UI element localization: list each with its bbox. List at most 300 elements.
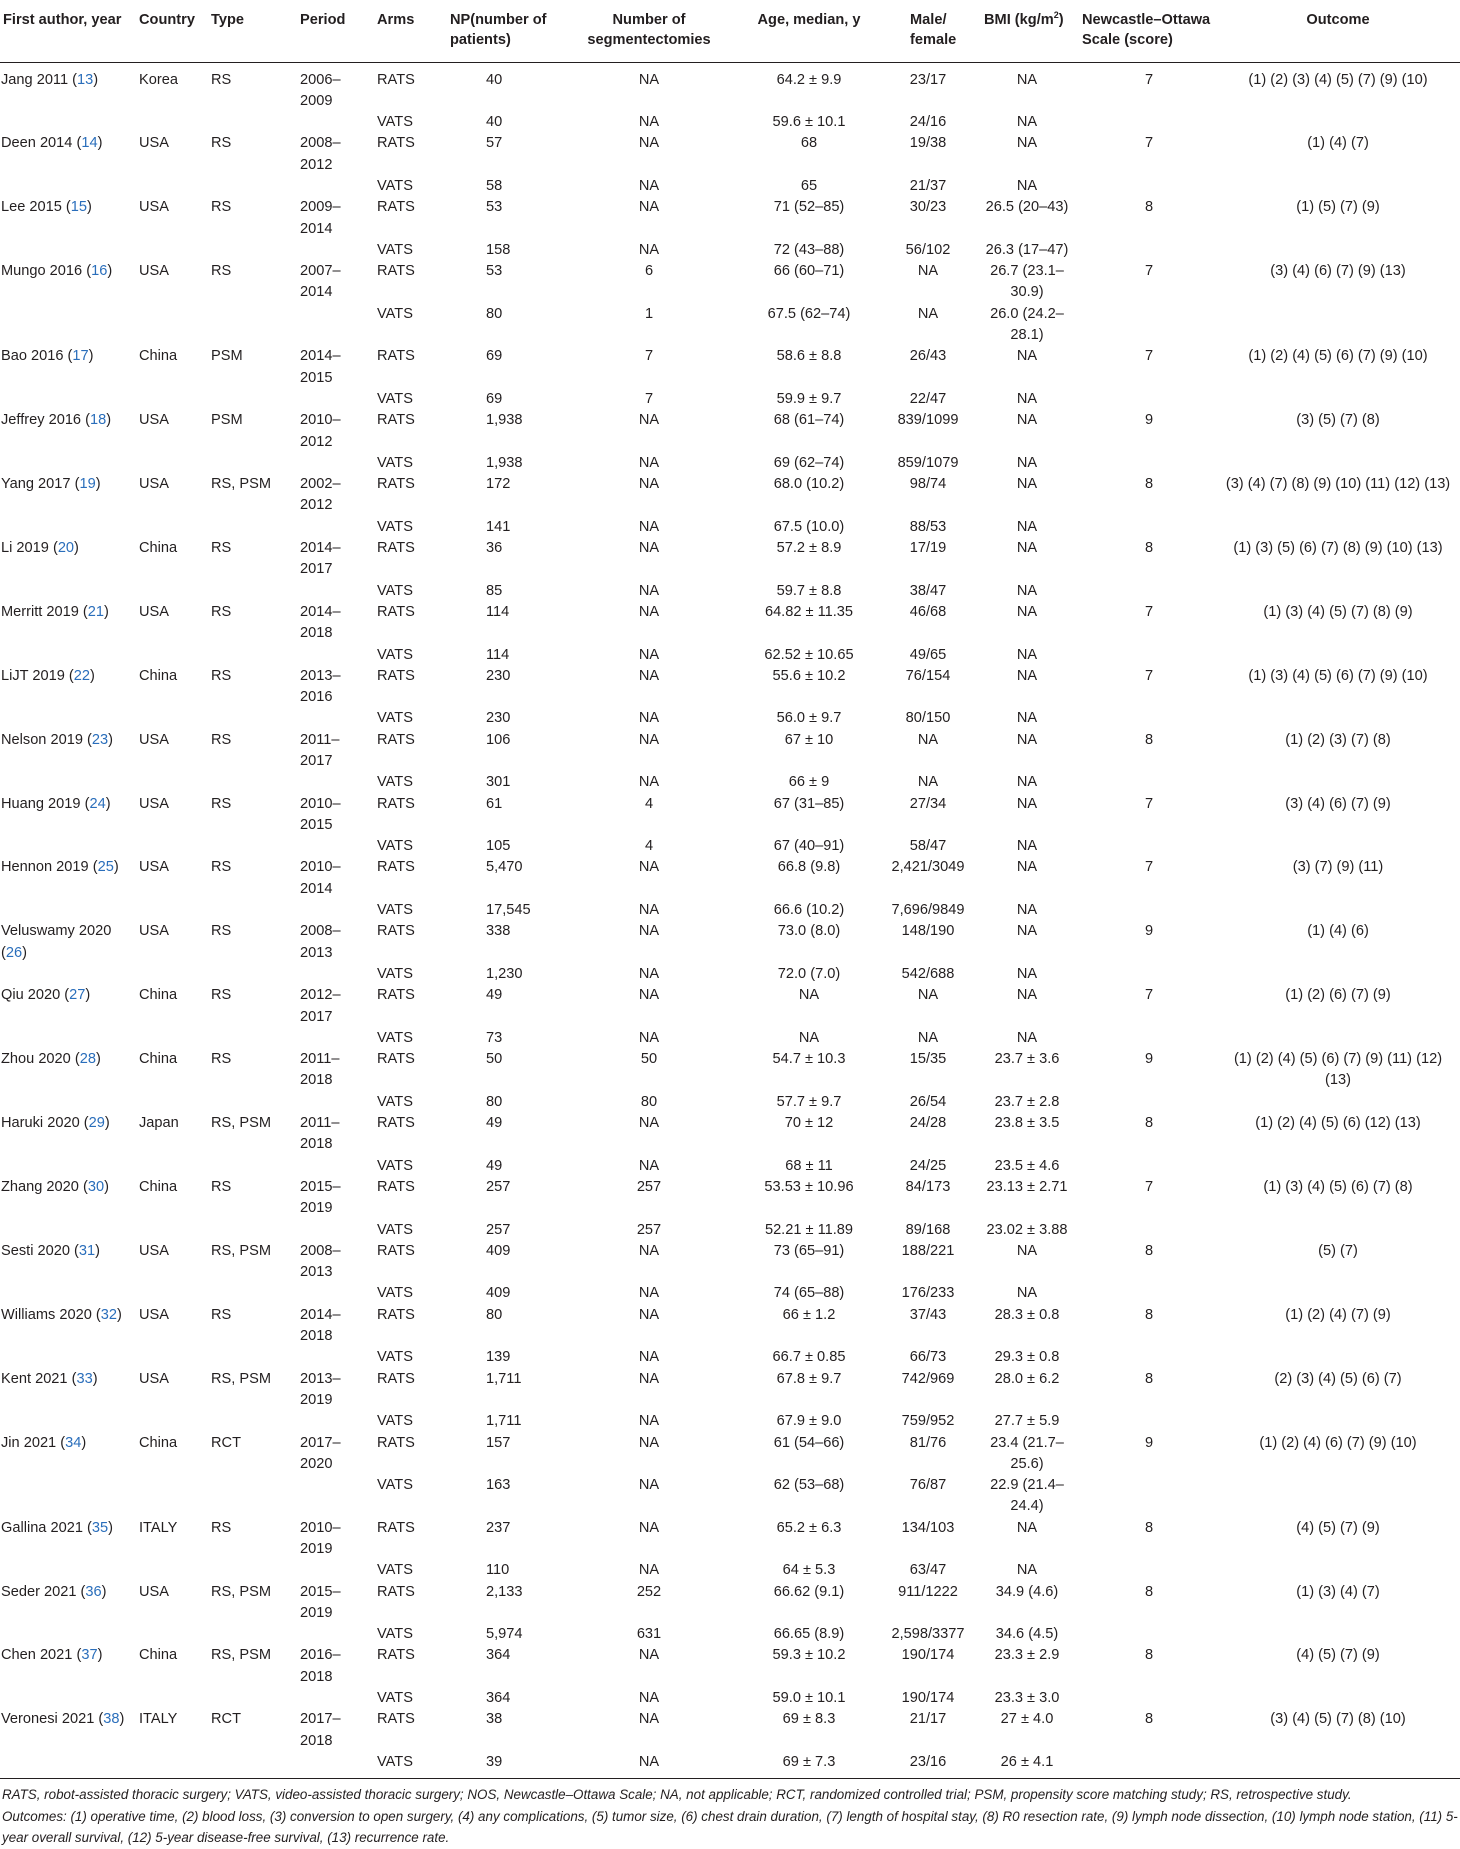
cell-segmentectomies: NA	[638, 1285, 660, 1302]
table-row	[0, 538, 1460, 581]
author-name: Bao 2016	[1, 348, 64, 365]
cell-age: 62 (53–68)	[773, 1477, 845, 1494]
cell-arm: RATS	[377, 71, 415, 88]
cell-type: RS, PSM	[211, 1370, 272, 1387]
cell-empty	[136, 836, 208, 857]
cell-bmi: NA	[1016, 987, 1038, 1004]
cell-empty	[1082, 645, 1216, 666]
cell-country: USA	[139, 603, 170, 620]
cell-nos: 7	[1144, 71, 1154, 88]
cell-np: 85	[486, 582, 503, 599]
cell-age: 66.7 ± 0.85	[772, 1349, 846, 1366]
cell-np: 409	[486, 1285, 511, 1302]
table-row	[0, 389, 1460, 410]
cell-nos: 8	[1144, 731, 1154, 748]
cell-author: Merritt 2019 (21)	[1, 603, 109, 620]
cell-type: RS, PSM	[211, 1583, 272, 1600]
cell-age: 59.9 ± 9.7	[776, 390, 842, 407]
author-name: Merritt 2019	[1, 603, 79, 620]
reference-link[interactable]: 24	[89, 795, 106, 812]
reference-link[interactable]: 16	[91, 263, 108, 280]
cell-empty	[1082, 1028, 1216, 1049]
cell-empty	[0, 1752, 136, 1779]
cell-type: RS	[211, 667, 232, 684]
table-row	[0, 1752, 1460, 1779]
cell-empty	[1216, 900, 1460, 921]
cell-empty	[0, 581, 136, 602]
cell-arm: VATS	[377, 1029, 413, 1046]
cell-author: Hennon 2019 (25)	[1, 859, 119, 876]
cell-np: 301	[486, 774, 511, 791]
cell-empty	[284, 1092, 374, 1113]
cell-arm: RATS	[377, 1647, 415, 1664]
table-row	[0, 346, 1460, 389]
reference-link[interactable]: 15	[70, 199, 88, 216]
cell-arm: VATS	[377, 454, 413, 471]
cell-bmi: 26.0 (24.2–28.1)	[990, 305, 1064, 344]
header-bmi	[972, 0, 1082, 62]
cell-male-female: 542/688	[901, 965, 955, 982]
cell-empty	[208, 1411, 284, 1432]
cell-empty	[208, 1624, 284, 1645]
cell-empty	[208, 645, 284, 666]
reference-link[interactable]: 29	[88, 1115, 105, 1132]
cell-segmentectomies: 257	[636, 1178, 662, 1195]
cell-np: 5,974	[486, 1626, 523, 1643]
author-name: Li 2019	[1, 540, 49, 557]
cell-empty	[208, 900, 284, 921]
cell-nos: 7	[1144, 859, 1154, 876]
cell-empty	[208, 112, 284, 133]
cell-bmi: NA	[1016, 774, 1038, 791]
cell-nos: 9	[1144, 1051, 1154, 1068]
cell-bmi: NA	[1016, 71, 1038, 88]
cell-outcome: (3) (5) (7) (8)	[1296, 412, 1380, 429]
cell-country: USA	[139, 135, 170, 152]
cell-arm: VATS	[377, 305, 413, 322]
cell-empty	[1082, 1688, 1216, 1709]
cell-segmentectomies: NA	[638, 518, 660, 535]
cell-author: Sesti 2020 (31)	[1, 1242, 100, 1259]
cell-outcome: (5) (7)	[1318, 1242, 1358, 1259]
cell-np: 53	[486, 199, 503, 216]
cell-empty	[284, 517, 374, 538]
author-name: Haruki 2020	[1, 1115, 80, 1132]
cell-author: Yang 2017 (19)	[1, 476, 101, 493]
cell-arm: VATS	[377, 646, 413, 663]
cell-type: RS	[211, 1519, 232, 1536]
cell-age: 62.52 ± 10.65	[764, 646, 854, 663]
cell-arm: RATS	[377, 731, 415, 748]
cell-empty	[1216, 1688, 1460, 1709]
reference-link[interactable]: 36	[85, 1583, 102, 1600]
cell-bmi: NA	[1016, 965, 1038, 982]
reference-link[interactable]: 33	[76, 1370, 93, 1387]
cell-np: 237	[486, 1519, 511, 1536]
reference-link[interactable]: 37	[81, 1647, 98, 1664]
cell-period: 2014–2018	[300, 1306, 341, 1345]
cell-empty	[208, 389, 284, 410]
table-row	[0, 1433, 1460, 1476]
cell-author: Seder 2021 (36)	[1, 1583, 107, 1600]
cell-empty	[136, 964, 208, 985]
cell-empty	[1082, 453, 1216, 474]
cell-age: 73.0 (8.0)	[777, 923, 841, 940]
reference-link[interactable]: 35	[91, 1519, 109, 1536]
cell-arm: VATS	[377, 902, 413, 919]
footnote-outcomes: Outcomes: (1) operative time, (2) blood loss, (3) conversion to open surgery, (4) any complications, (5) tumor size, (6) chest drain duration, (7) length of hospital stay, (8) R0 resection rate, (9) lymph node dissection, (10) lymph node station, (11) 5-year overall survival, (12) 5-year disease-free survival, (13) recurrence rate.	[2, 1808, 1458, 1846]
author-name: Kent 2021	[1, 1370, 68, 1387]
cell-empty	[1082, 1752, 1216, 1779]
reference-link[interactable]: 17	[72, 348, 89, 365]
cell-age: 59.6 ± 10.1	[772, 114, 846, 131]
cell-bmi: 26 ± 4.1	[1000, 1753, 1054, 1770]
cell-empty	[284, 304, 374, 347]
header-bmi-label: BMI (kg/m	[984, 12, 1054, 28]
table-row	[0, 240, 1460, 261]
cell-age: 68 (61–74)	[773, 412, 845, 429]
cell-period: 2017–2020	[300, 1434, 341, 1472]
cell-age: 55.6 ± 10.2	[772, 667, 846, 684]
cell-arm: VATS	[377, 1157, 413, 1174]
cell-segmentectomies: 1	[644, 305, 654, 322]
table-row	[0, 964, 1460, 985]
reference-link[interactable]: 20	[57, 540, 75, 557]
cell-empty	[284, 1220, 374, 1241]
cell-empty	[0, 1283, 136, 1304]
cell-segmentectomies: NA	[638, 1349, 660, 1366]
cell-age: 52.21 ± 11.89	[764, 1221, 854, 1238]
cell-empty	[1082, 240, 1216, 261]
cell-arm: RATS	[377, 1306, 415, 1323]
cell-empty	[1216, 304, 1460, 347]
cell-empty	[284, 645, 374, 666]
cell-empty	[284, 708, 374, 729]
table-row	[0, 1028, 1460, 1049]
cell-age: 66.65 (8.9)	[773, 1626, 845, 1643]
cell-arm: RATS	[377, 1583, 415, 1600]
cell-empty	[284, 1624, 374, 1645]
cell-np: 257	[486, 1178, 511, 1195]
header-nos: Newcastle–Ottawa Scale (score)	[1082, 0, 1216, 62]
cell-male-female: 911/1222	[898, 1583, 958, 1600]
cell-country: China	[139, 1178, 178, 1195]
reference-link[interactable]: 14	[81, 135, 98, 152]
cell-period: 2008–2012	[300, 135, 341, 173]
cell-country: USA	[139, 412, 170, 429]
cell-country: USA	[139, 1583, 170, 1600]
cell-arm: RATS	[377, 859, 415, 876]
cell-age: NA	[798, 1029, 820, 1046]
table-row	[0, 1645, 1460, 1688]
cell-outcome: (1) (4) (6)	[1307, 923, 1369, 940]
cell-segmentectomies: NA	[638, 1477, 660, 1494]
cell-np: 172	[486, 476, 511, 493]
cell-period: 2014–2017	[300, 540, 341, 578]
reference-link[interactable]: 25	[97, 859, 114, 876]
cell-male-female: 859/1079	[897, 454, 959, 471]
cell-segmentectomies: 6	[644, 263, 654, 280]
reference-link[interactable]: 30	[87, 1178, 105, 1195]
cell-np: 39	[486, 1753, 503, 1770]
reference-link[interactable]: 18	[89, 412, 107, 429]
cell-empty	[0, 1624, 136, 1645]
cell-segmentectomies: NA	[638, 1753, 660, 1770]
cell-segmentectomies: NA	[638, 859, 660, 876]
cell-empty	[284, 1283, 374, 1304]
cell-empty	[284, 772, 374, 793]
cell-male-female: NA	[917, 1029, 939, 1046]
cell-segmentectomies: NA	[638, 454, 660, 471]
cell-np: 230	[486, 710, 511, 727]
cell-bmi: 22.9 (21.4–24.4)	[990, 1477, 1064, 1515]
reference-link[interactable]: 19	[79, 476, 96, 493]
cell-arm: VATS	[377, 582, 413, 599]
cell-type: RS	[211, 923, 232, 940]
table-row	[0, 176, 1460, 197]
cell-arm: RATS	[377, 1519, 415, 1536]
cell-period: 2013–2019	[300, 1370, 341, 1408]
cell-segmentectomies: NA	[638, 774, 660, 791]
cell-period: 2008–2013	[300, 923, 341, 961]
cell-segmentectomies: NA	[638, 731, 660, 748]
cell-type: RCT	[211, 1711, 241, 1728]
cell-empty	[208, 240, 284, 261]
cell-empty	[208, 964, 284, 985]
cell-arm: RATS	[377, 1434, 415, 1451]
cell-segmentectomies: 4	[644, 838, 654, 855]
cell-bmi: 23.7 ± 2.8	[994, 1093, 1060, 1110]
cell-male-female: 15/35	[909, 1051, 947, 1068]
cell-country: USA	[139, 795, 170, 812]
cell-outcome: (1) (3) (4) (5) (6) (7) (8)	[1263, 1178, 1413, 1195]
reference-link[interactable]: 23	[91, 731, 109, 748]
cell-empty	[0, 389, 136, 410]
cell-male-female: 742/969	[901, 1370, 955, 1387]
cell-bmi: 23.13 ± 2.71	[986, 1178, 1068, 1195]
table-row	[0, 1475, 1460, 1518]
reference-link[interactable]: 26	[5, 944, 23, 961]
cell-empty	[1082, 772, 1216, 793]
cell-empty	[1082, 900, 1216, 921]
cell-nos: 7	[1144, 987, 1154, 1004]
cell-arm: RATS	[377, 263, 415, 280]
cell-empty	[0, 176, 136, 197]
table-row	[0, 1241, 1460, 1284]
cell-nos: 8	[1144, 1242, 1154, 1259]
cell-arm: VATS	[377, 965, 413, 982]
author-name: Zhou 2020	[1, 1051, 71, 1068]
cell-empty	[208, 517, 284, 538]
reference-link[interactable]: 28	[79, 1051, 96, 1068]
cell-bmi: 26.7 (23.1–30.9)	[990, 263, 1064, 301]
cell-male-female: 63/47	[909, 1562, 947, 1579]
cell-arm: RATS	[377, 603, 415, 620]
cell-empty	[136, 708, 208, 729]
cell-empty	[284, 1028, 374, 1049]
cell-empty	[1082, 1092, 1216, 1113]
author-name: Sesti 2020	[1, 1242, 70, 1259]
cell-segmentectomies: NA	[638, 1157, 660, 1174]
cell-author: Li 2019 (20)	[1, 540, 79, 557]
cell-empty	[1216, 1092, 1460, 1113]
cell-bmi: NA	[1016, 1519, 1038, 1536]
cell-segmentectomies: NA	[638, 987, 660, 1004]
cell-author: Nelson 2019 (23)	[1, 731, 113, 748]
table-row	[0, 708, 1460, 729]
cell-empty	[1216, 1156, 1460, 1177]
cell-arm: RATS	[377, 1711, 415, 1728]
cell-np: 49	[486, 1157, 503, 1174]
reference-link[interactable]: 38	[103, 1711, 120, 1728]
cell-age: 66.62 (9.1)	[773, 1583, 845, 1600]
cell-outcome: (1) (2) (4) (5) (6) (7) (9) (10)	[1248, 348, 1428, 365]
cell-author: Chen 2021 (37)	[1, 1647, 103, 1664]
cell-period: 2010–2014	[300, 859, 341, 897]
cell-male-female: 759/952	[901, 1413, 955, 1430]
reference-link[interactable]: 22	[73, 667, 90, 684]
cell-np: 364	[486, 1647, 511, 1664]
cell-empty	[208, 1475, 284, 1518]
cell-arm: VATS	[377, 390, 413, 407]
cell-empty	[0, 836, 136, 857]
cell-empty	[0, 900, 136, 921]
cell-male-female: 190/174	[901, 1647, 955, 1664]
cell-country: China	[139, 540, 178, 557]
reference-link[interactable]: 13	[77, 71, 94, 88]
cell-empty	[208, 1688, 284, 1709]
cell-segmentectomies: NA	[638, 965, 660, 982]
cell-arm: VATS	[377, 518, 413, 535]
cell-type: RS, PSM	[211, 1242, 272, 1259]
cell-arm: RATS	[377, 795, 415, 812]
cell-author: Huang 2019 (24)	[1, 795, 111, 812]
cell-arm: VATS	[377, 1690, 413, 1707]
cell-empty	[1216, 112, 1460, 133]
cell-empty	[284, 900, 374, 921]
cell-segmentectomies: 50	[640, 1051, 658, 1068]
cell-age: 68 ± 11	[785, 1157, 833, 1174]
cell-np: 106	[486, 731, 511, 748]
cell-np: 114	[486, 603, 510, 620]
cell-male-female: 22/47	[909, 390, 947, 407]
cell-empty	[284, 389, 374, 410]
cell-outcome: (4) (5) (7) (9)	[1296, 1519, 1380, 1536]
cell-empty	[0, 453, 136, 474]
cell-bmi: NA	[1016, 114, 1038, 131]
table-row	[0, 772, 1460, 793]
cell-bmi: NA	[1016, 923, 1038, 940]
cell-empty	[284, 453, 374, 474]
cell-empty	[208, 1347, 284, 1368]
cell-country: USA	[139, 199, 170, 216]
cell-nos: 8	[1144, 1115, 1154, 1132]
cell-segmentectomies: NA	[638, 71, 660, 88]
cell-segmentectomies: NA	[638, 1242, 660, 1259]
cell-empty	[136, 1752, 208, 1779]
reference-link[interactable]: 34	[65, 1434, 82, 1451]
cell-arm: RATS	[377, 199, 415, 216]
cell-male-female: 21/37	[909, 177, 947, 194]
table-row	[0, 921, 1460, 964]
cell-nos: 9	[1144, 412, 1154, 429]
cell-np: 36	[486, 540, 503, 557]
cell-outcome: (1) (3) (4) (7)	[1296, 1583, 1380, 1600]
cell-period: 2016–2018	[300, 1647, 341, 1685]
cell-empty	[1082, 581, 1216, 602]
cell-np: 69	[486, 390, 503, 407]
cell-age: 67.8 ± 9.7	[776, 1370, 842, 1387]
cell-author: Qiu 2020 (27)	[1, 987, 91, 1004]
cell-segmentectomies: 7	[644, 390, 654, 407]
cell-male-female: 27/34	[909, 795, 947, 812]
cell-age: 67.5 (62–74)	[767, 305, 851, 322]
cell-arm: VATS	[377, 1285, 413, 1302]
table-row	[0, 581, 1460, 602]
cell-empty	[1082, 1624, 1216, 1645]
cell-np: 1,230	[486, 965, 523, 982]
cell-bmi: 23.7 ± 3.6	[994, 1051, 1060, 1068]
cell-period: 2007–2014	[300, 263, 341, 301]
cell-empty	[208, 1560, 284, 1581]
cell-male-female: 7,696/9849	[891, 902, 965, 919]
cell-country: USA	[139, 923, 170, 940]
cell-empty	[1082, 1475, 1216, 1518]
cell-outcome: (1) (2) (4) (6) (7) (9) (10)	[1259, 1434, 1417, 1451]
reference-link[interactable]: 32	[100, 1306, 117, 1323]
cell-segmentectomies: NA	[638, 476, 660, 493]
cell-bmi: NA	[1016, 1242, 1038, 1259]
cell-empty	[208, 1156, 284, 1177]
table-row	[0, 1220, 1460, 1241]
cell-age: 70 ± 12	[784, 1115, 834, 1132]
author-name: Jeffrey 2016	[1, 412, 82, 429]
cell-age: 58.6 ± 8.8	[776, 348, 842, 365]
cell-empty	[136, 389, 208, 410]
cell-empty	[1216, 708, 1460, 729]
cell-nos: 7	[1144, 795, 1154, 812]
header-country: Country	[136, 0, 208, 62]
cell-male-female: 24/16	[909, 114, 947, 131]
reference-link[interactable]: 21	[87, 603, 105, 620]
header-age: Age, median, y	[734, 0, 884, 62]
cell-outcome: (1) (2) (3) (4) (5) (7) (9) (10)	[1248, 71, 1428, 88]
reference-link[interactable]: 31	[78, 1242, 96, 1259]
cell-age: 59.3 ± 10.2	[772, 1647, 846, 1664]
reference-link[interactable]: 27	[69, 987, 86, 1004]
cell-age: 67.9 ± 9.0	[776, 1413, 842, 1430]
author-name: Zhang 2020	[1, 1178, 79, 1195]
cell-outcome: (3) (4) (6) (7) (9) (13)	[1270, 263, 1406, 280]
table-row	[0, 1369, 1460, 1412]
table-footer	[0, 1779, 1460, 1849]
cell-arm: RATS	[377, 923, 415, 940]
cell-empty	[0, 1560, 136, 1581]
cell-male-female: NA	[917, 263, 939, 280]
cell-outcome: (3) (4) (5) (7) (8) (10)	[1270, 1711, 1406, 1728]
cell-author: Jeffrey 2016 (18)	[1, 412, 112, 429]
cell-age: 64.2 ± 9.9	[776, 71, 842, 88]
cell-bmi: NA	[1016, 795, 1038, 812]
cell-period: 2015–2019	[300, 1583, 341, 1621]
table-row	[0, 1092, 1460, 1113]
cell-empty	[284, 1688, 374, 1709]
cell-arm: VATS	[377, 838, 413, 855]
cell-country: Korea	[139, 71, 178, 88]
cell-empty	[284, 1411, 374, 1432]
cell-country: USA	[139, 1370, 170, 1387]
cell-segmentectomies: 252	[636, 1583, 662, 1600]
